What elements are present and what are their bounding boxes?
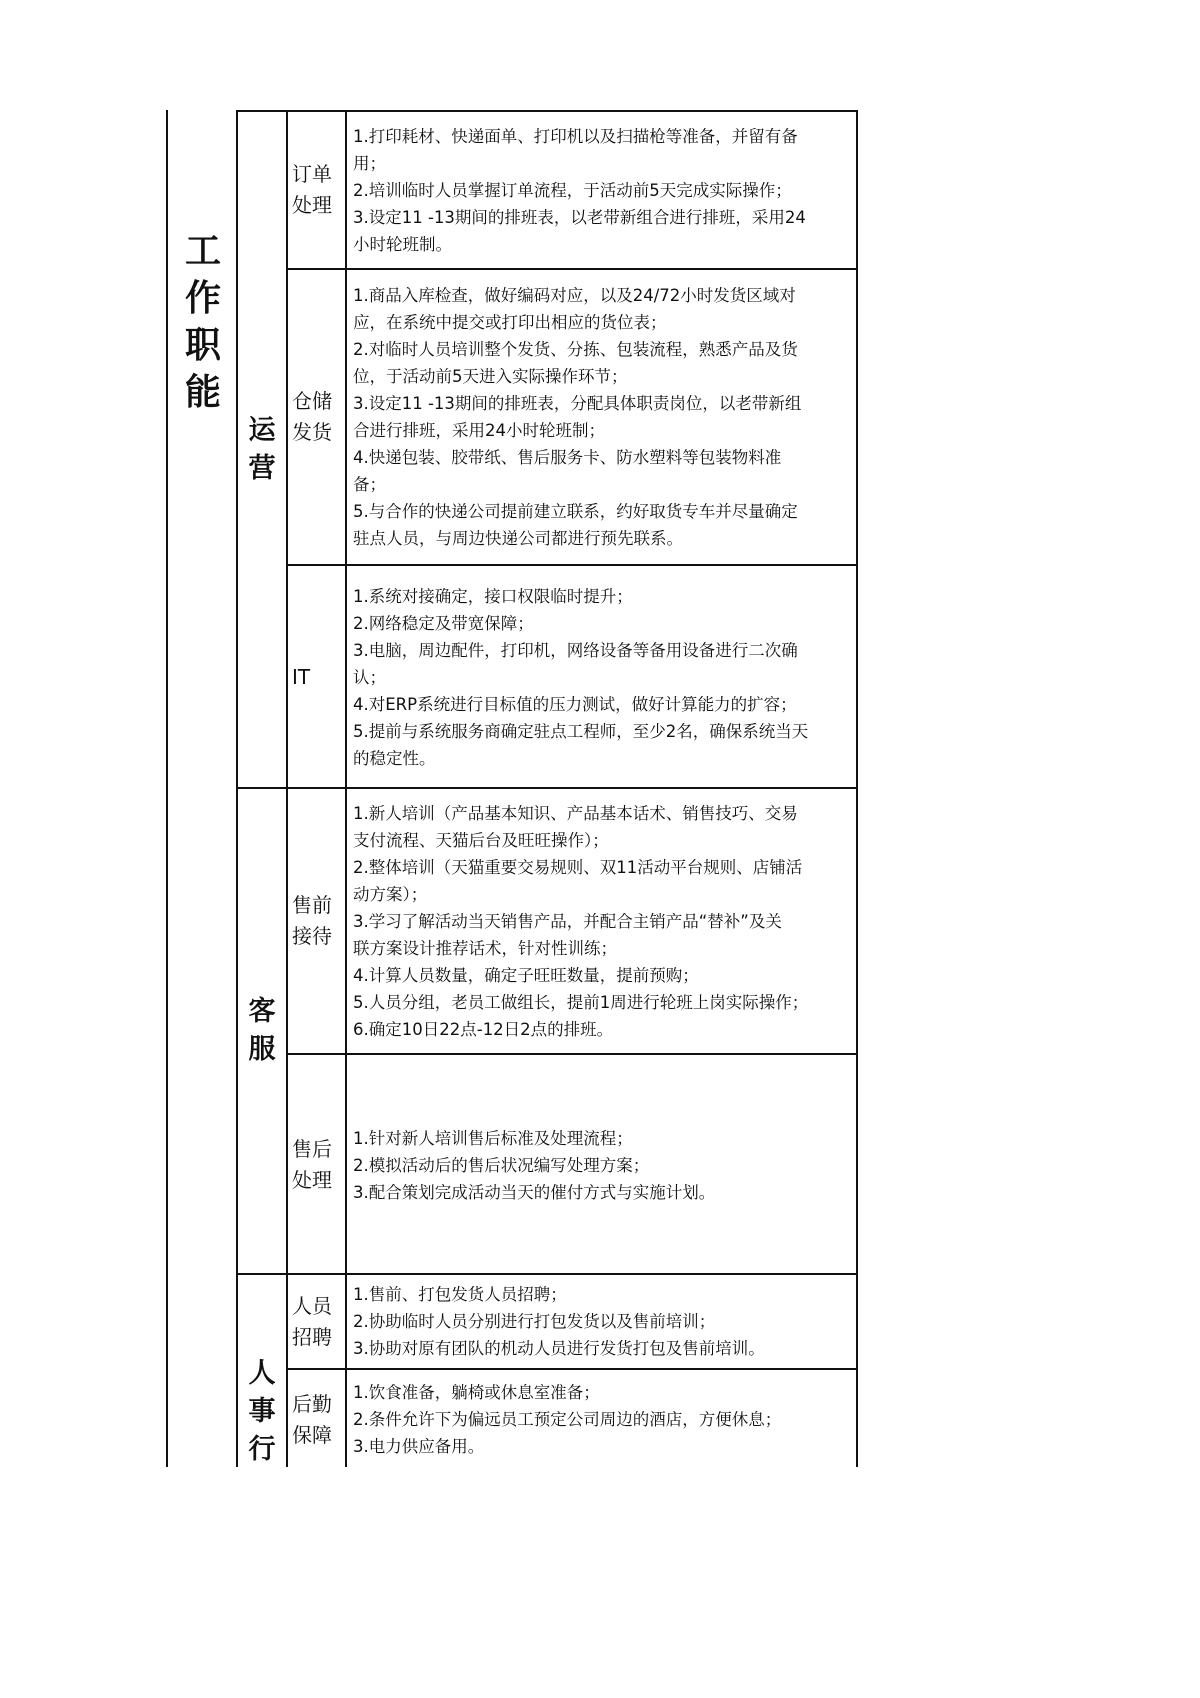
task-line: 1.商品入库检查，做好编码对应，以及24/72小时发货区域对 (353, 286, 796, 305)
left-border-line (166, 110, 168, 1467)
title-char: 作 (184, 278, 221, 319)
task-description-cell (349, 1275, 856, 1368)
category-cell (238, 1275, 288, 1467)
subcategory-cell (288, 1055, 347, 1275)
title-char: 工 (184, 231, 221, 272)
task-line: 2.网络稳定及带宽保障； (353, 614, 534, 633)
task-description-cell (349, 1370, 856, 1467)
table-row (288, 1370, 856, 1467)
task-line: 2.协助临时人员分别进行打包发货以及售前培训； (353, 1312, 716, 1331)
subcategory-cell (288, 789, 347, 1053)
task-line: 4.快递包装、胶带纸、售后服务卡、防水塑料等包装物料准 (353, 448, 782, 467)
task-line: 4.计算人员数量，确定子旺旺数量，提前预购； (353, 965, 699, 985)
table-row (288, 1275, 856, 1370)
table-row (288, 566, 856, 789)
category-cell (238, 789, 288, 1273)
task-line: 2.培训临时人员掌握订单流程，于活动前5天完成实际操作； (353, 180, 792, 200)
task-line: 5.提前与系统服务商确定驻点工程师，至少2名，确保系统当天 (353, 722, 809, 741)
table-row (288, 789, 856, 1055)
task-line: 5.人员分组，老员工做组长，提前1周进行轮班上岗实际操作； (353, 992, 809, 1012)
category-cell (238, 112, 288, 787)
task-line: 联方案设计推荐话术，针对性训练； (353, 938, 617, 958)
task-description-cell (349, 566, 856, 789)
title-char: 能 (184, 372, 221, 413)
task-line: 位，于活动前5天进入实际操作环节； (353, 367, 628, 386)
task-line: 的稳定性。 (353, 749, 436, 768)
task-line: 3.配合策划完成活动当天的催付方式与实施计划。 (353, 1182, 716, 1202)
task-line: 1.打印耗材、快递面单、打印机以及扫描枪等准备，并留有备 (353, 126, 798, 146)
task-line: 3.协助对原有团队的机动人员进行发货打包及售前培训。 (353, 1339, 765, 1358)
task-line: 3.学习了解活动当天销售产品，并配合主销产品“替补”及关 (353, 911, 782, 931)
table-row (288, 112, 856, 270)
task-line: 支付流程、天猫后台及旺旺操作）； (353, 830, 609, 850)
task-line: 6.确定10日22点-12日2点的排班。 (353, 1019, 614, 1039)
task-line: 小时轮班制。 (353, 234, 452, 254)
subcategory-label: 订单处理 (292, 162, 332, 217)
category-label: 人事行 (248, 1358, 276, 1465)
task-description-cell (349, 270, 856, 564)
task-line: 用； (353, 153, 386, 173)
subcategory-label: 后勤保障 (292, 1391, 332, 1447)
task-line: 1.系统对接确定，接口权限临时提升； (353, 587, 633, 606)
task-line: 1.饮食准备，躺椅或休息室准备； (353, 1383, 600, 1402)
task-line: 备； (353, 475, 386, 494)
task-line: 3.设定11 -13期间的排班表，以老带新组合进行排班，采用24 (353, 207, 806, 227)
subcategory-label: IT (292, 665, 311, 689)
subcategory-cell (288, 1370, 347, 1467)
task-line: 动方案）； (353, 884, 428, 904)
task-line: 3.设定11 -13期间的排班表，分配具体职责岗位，以老带新组 (353, 394, 802, 413)
title-char: 职 (184, 325, 221, 366)
subcategory-label: 售前接待 (292, 893, 332, 948)
task-description-cell (349, 789, 856, 1053)
task-line: 4.对ERP系统进行目标值的压力测试，做好计算能力的扩容； (353, 695, 797, 714)
task-line: 3.电脑，周边配件，打印机，网络设备等备用设备进行二次确 (353, 641, 798, 660)
section-2 (238, 1275, 856, 1467)
task-line: 1.售前、打包发货人员招聘； (353, 1285, 567, 1304)
section-title-work-functions (170, 228, 236, 416)
section-1 (238, 789, 856, 1275)
subcategory-cell (288, 1275, 347, 1368)
table-row (288, 1055, 856, 1275)
task-line: 认； (353, 668, 386, 687)
subcategory-cell (288, 566, 347, 789)
category-label: 运营 (248, 414, 276, 484)
task-line: 5.与合作的快递公司提前建立联系，约好取货专车并尽量确定 (353, 502, 798, 521)
task-line: 2.条件允许下为偏远员工预定公司周边的酒店，方便休息； (353, 1410, 782, 1429)
category-label: 客服 (248, 996, 276, 1065)
work-function-table (236, 110, 858, 1467)
section-0 (238, 112, 856, 789)
subcategory-cell (288, 112, 347, 268)
table-row (288, 270, 856, 566)
subcategory-label: 售后处理 (292, 1137, 332, 1192)
task-line: 2.模拟活动后的售后状况编写处理方案； (353, 1155, 650, 1175)
task-line: 1.针对新人培训售后标准及处理流程； (353, 1128, 633, 1148)
subcategory-label: 仓储发货 (292, 389, 332, 444)
task-line: 驻点人员，与周边快递公司都进行预先联系。 (353, 529, 683, 548)
task-line: 应，在系统中提交或打印出相应的货位表； (353, 313, 667, 332)
task-line: 2.对临时人员培训整个发货、分拣、包装流程，熟悉产品及货 (353, 340, 798, 359)
subcategory-cell (288, 270, 347, 564)
task-line: 3.电力供应备用。 (353, 1437, 485, 1456)
task-line: 2.整体培训（天猫重要交易规则、双11活动平台规则、店铺活 (353, 857, 803, 877)
subcategory-label: 人员招聘 (292, 1293, 332, 1349)
task-description-cell (349, 112, 856, 268)
task-line: 合进行排班，采用24小时轮班制； (353, 421, 605, 440)
task-description-cell (349, 1055, 856, 1275)
task-line: 1.新人培训（产品基本知识、产品基本话术、销售技巧、交易 (353, 803, 798, 823)
